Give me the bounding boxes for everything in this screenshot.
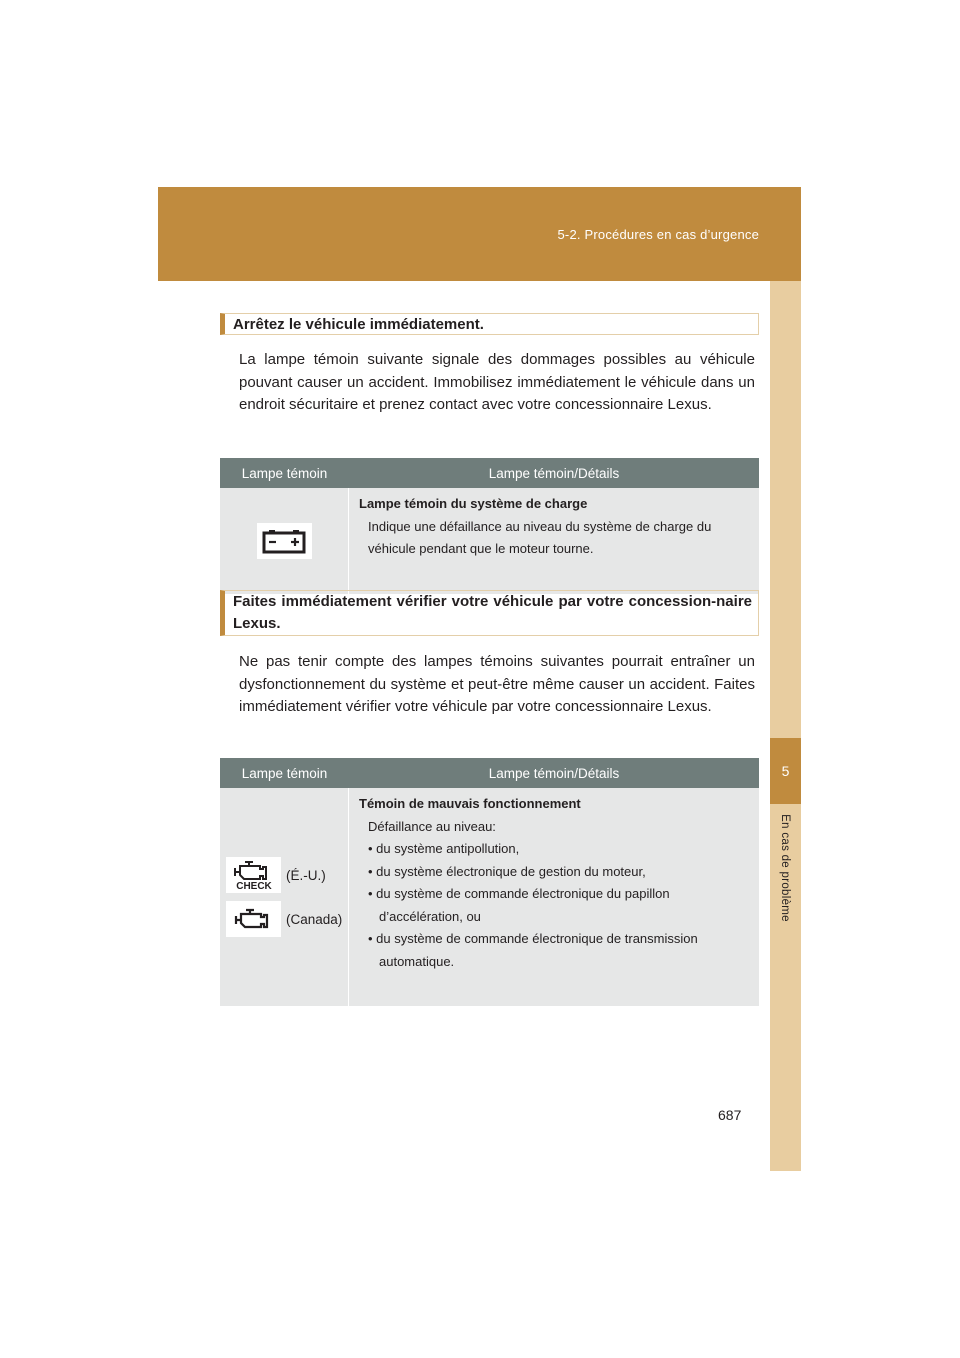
region-label-usa: (É.-U.): [286, 867, 326, 883]
list-item: • du système de commande électronique du papillon d’accélération, ou: [368, 886, 670, 924]
warning-table-charge: [220, 458, 759, 594]
engine-icon: [226, 901, 281, 937]
detail-title: Témoin de mauvais fonctionnement: [359, 796, 581, 811]
warning-table-malfunction: [220, 758, 759, 1006]
check-engine-icon: [226, 857, 281, 893]
battery-icon: [257, 523, 312, 559]
table-header: [220, 458, 759, 488]
chapter-tab: 5: [770, 738, 801, 804]
detail-cell: [349, 788, 759, 1006]
icon-row-usa: [226, 857, 348, 893]
column-header-details: Lampe témoin/Détails: [488, 465, 620, 481]
icon-cell: [220, 488, 349, 594]
list-item: • du système électronique de gestion du moteur,: [368, 863, 646, 879]
icon-cell: [220, 788, 349, 1006]
list-item: • du système de commande électronique de transmission automatique.: [368, 931, 698, 969]
section-title: 5-2. Procédures en cas d’urgence: [557, 227, 759, 242]
column-header-details: Lampe témoin/Détails: [488, 765, 620, 781]
detail-title: Lampe témoin du système de charge: [359, 496, 588, 511]
section-heading-stop: Arrêtez le véhicule immédiatement.: [220, 313, 759, 335]
region-label-canada: (Canada): [286, 911, 343, 927]
icon-row-canada: [226, 901, 348, 937]
side-strip: [770, 281, 801, 1171]
paragraph-check: Ne pas tenir compte des lampes témoins suivantes pourrait entraîner un dysfonctionnement du système et peut-être même causer un accident. Faites immédiatement vérifier votre véhicule par votre concessionnaire Lexus.: [239, 653, 755, 715]
page-number: 687: [718, 1107, 742, 1123]
table-header: [220, 758, 759, 788]
chapter-label: En cas de problème: [779, 814, 791, 922]
check-icon-text: CHECK: [235, 881, 272, 891]
column-header-lamp: Lampe témoin: [241, 465, 328, 481]
detail-cell: [349, 488, 759, 594]
icon-stack: [220, 857, 348, 937]
paragraph-stop: La lampe témoin suivante signale des dommages possibles au véhicule pouvant causer un accident. Immobilisez immédiatement le véhicule dans un endroit sécuritaire et prenez contact avec votre concessionnaire Lexus.: [239, 351, 755, 413]
table-row: [220, 788, 759, 1006]
section-heading-check: Faites immédiatement vérifier votre véhicule par votre concession-naire Lexus.: [220, 590, 759, 636]
list-item: • du système antipollution,: [368, 841, 520, 856]
table-row: [220, 488, 759, 594]
header-band: [158, 187, 801, 281]
column-header-lamp: Lampe témoin: [241, 765, 328, 781]
detail-text: Indique une défaillance au niveau du système de charge du véhicule pendant que le moteur tourne.: [368, 518, 712, 556]
detail-intro: Défaillance au niveau:: [368, 818, 496, 834]
